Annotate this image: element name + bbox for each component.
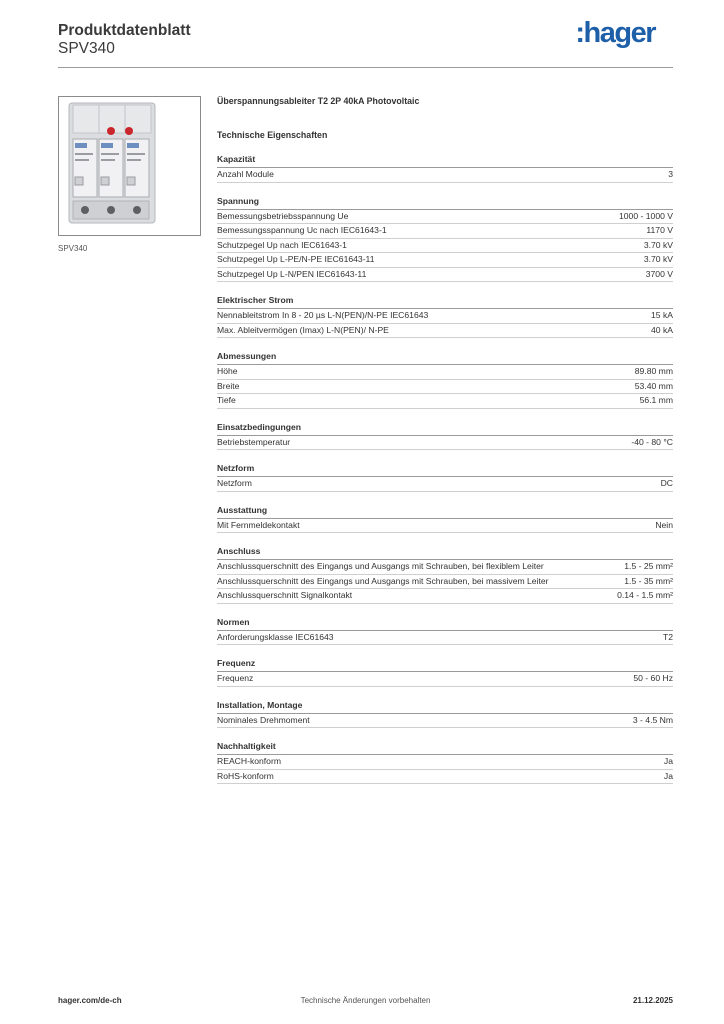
document-title: Produktdatenblatt: [58, 22, 191, 39]
spec-section-title: Netzform: [217, 462, 673, 477]
spec-row: [217, 770, 673, 785]
spec-sections: [217, 153, 673, 784]
spec-section-title: Kapazität: [217, 153, 673, 168]
spec-row: [217, 631, 673, 646]
spec-label: Breite: [217, 380, 240, 391]
spec-row: [217, 477, 673, 492]
spec-section-title: Anschluss: [217, 545, 673, 560]
spec-section-title: Installation, Montage: [217, 699, 673, 714]
spec-label: Höhe: [217, 366, 238, 376]
spec-section: [217, 195, 673, 283]
spec-row: [217, 394, 673, 409]
spec-value: T2: [662, 631, 673, 642]
spec-label: Betriebstemperatur: [217, 436, 291, 447]
spec-row: [217, 268, 673, 283]
spec-label: Anschlussquerschnitt Signalkontakt: [217, 590, 353, 600]
spec-label: REACH-konform: [217, 756, 281, 766]
spec-value: 1.5 - 35 mm²: [624, 575, 673, 586]
spec-section: [217, 153, 673, 183]
spec-label: Nominales Drehmoment: [217, 714, 310, 725]
spec-value: DC: [660, 478, 673, 488]
spec-section-title: Normen: [217, 616, 673, 631]
spec-row: [217, 253, 673, 268]
spec-label: Anforderungsklasse IEC61643: [217, 631, 334, 642]
spec-section-title: Ausstattung: [217, 504, 673, 519]
spec-section-title: Nachhaltigkeit: [217, 740, 673, 755]
footer-date: 21.12.2025: [632, 996, 673, 1005]
hager-logo: :hager: [575, 17, 655, 49]
spec-section-title: Elektrischer Strom: [217, 294, 673, 309]
spec-row: [217, 309, 673, 324]
spec-label: Anzahl Module: [217, 169, 274, 179]
spec-value: 0.14 - 1.5 mm²: [617, 590, 673, 600]
spec-section: [217, 504, 673, 534]
spec-value: 3.70 kV: [643, 254, 673, 264]
spec-value: 1170 V: [646, 225, 673, 235]
spec-section-title: Frequenz: [217, 657, 673, 672]
spec-section: [217, 294, 673, 338]
product-image-caption: SPV340: [58, 244, 88, 253]
spec-label: Bemessungsbetriebsspannung Ue: [217, 210, 349, 221]
spec-label: Netzform: [217, 478, 252, 488]
spec-value: 50 - 60 Hz: [633, 673, 673, 683]
spec-value: 3 - 4.5 Nm: [632, 714, 673, 725]
spec-value: 56.1 mm: [639, 395, 673, 405]
page-header: [58, 17, 673, 68]
spec-value: 53.40 mm: [634, 380, 673, 391]
spec-row: [217, 519, 673, 534]
technical-properties-heading: Technische Eigenschaften: [217, 130, 328, 140]
spec-section-title: Einsatzbedingungen: [217, 421, 673, 436]
spec-label: Max. Ableitvermögen (Imax) L-N(PEN)/ N-PE: [217, 324, 389, 335]
spec-section: [217, 421, 673, 451]
spec-section-title: Spannung: [217, 195, 673, 210]
spec-label: Mit Fernmeldekontakt: [217, 519, 300, 530]
spec-row: [217, 560, 673, 575]
spec-value: 3.70 kV: [643, 239, 673, 250]
surge-protector-illustration: [59, 97, 200, 235]
spec-row: [217, 168, 673, 183]
spec-label: RoHS-konform: [217, 770, 274, 781]
spec-row: [217, 714, 673, 729]
spec-label: Anschlussquerschnitt des Eingangs und Ausgangs mit Schrauben, bei flexiblem Leiter: [217, 561, 544, 571]
spec-value: Nein: [655, 519, 673, 530]
spec-value: -40 - 80 °C: [631, 436, 673, 447]
spec-value: 3: [668, 169, 673, 179]
spec-section: [217, 740, 673, 784]
spec-row: [217, 575, 673, 590]
spec-value: 1.5 - 25 mm²: [624, 561, 673, 571]
spec-label: Schutzpegel Up L-N/PEN IEC61643-11: [217, 268, 367, 279]
spec-row: [217, 755, 673, 770]
spec-label: Anschlussquerschnitt des Eingangs und Ausgangs mit Schrauben, bei massivem Leiter: [217, 575, 549, 586]
spec-row: [217, 589, 673, 604]
product-image: [58, 96, 201, 236]
spec-label: Schutzpegel Up L-PE/N-PE IEC61643-11: [217, 254, 375, 264]
spec-row: [217, 224, 673, 239]
footer-website: hager.com/de-ch: [58, 996, 122, 1005]
spec-section: [217, 350, 673, 409]
product-specifications: [217, 95, 673, 784]
spec-value: 3700 V: [645, 268, 673, 279]
spec-label: Schutzpegel Up nach IEC61643-1: [217, 239, 347, 250]
spec-row: [217, 210, 673, 225]
spec-label: Nennableitstrom In 8 - 20 µs L-N(PEN)/N-PE IEC61643: [217, 310, 429, 320]
spec-label: Frequenz: [217, 673, 254, 683]
product-name: Überspannungsableiter T2 2P 40kA Photovoltaic: [217, 96, 420, 106]
spec-section: [217, 545, 673, 604]
spec-section: [217, 657, 673, 687]
spec-value: 89.80 mm: [634, 366, 673, 376]
spec-label: Tiefe: [217, 395, 236, 405]
spec-section: [217, 616, 673, 646]
spec-row: [217, 324, 673, 339]
spec-row: [217, 672, 673, 687]
spec-value: 1000 - 1000 V: [619, 210, 673, 221]
spec-row: [217, 436, 673, 451]
spec-label: Bemessungsspannung Uc nach IEC61643-1: [217, 225, 387, 235]
spec-section: [217, 699, 673, 729]
footer-disclaimer: Technische Änderungen vorbehalten: [300, 996, 431, 1005]
spec-value: Ja: [663, 770, 673, 781]
spec-value: 15 kA: [651, 310, 673, 320]
spec-value: 40 kA: [651, 324, 673, 335]
spec-value: Ja: [663, 756, 673, 766]
spec-section-title: Abmessungen: [217, 350, 673, 365]
spec-row: [217, 365, 673, 380]
document-subtitle: SPV340: [58, 40, 115, 57]
spec-section: [217, 462, 673, 492]
spec-row: [217, 380, 673, 395]
spec-row: [217, 239, 673, 254]
